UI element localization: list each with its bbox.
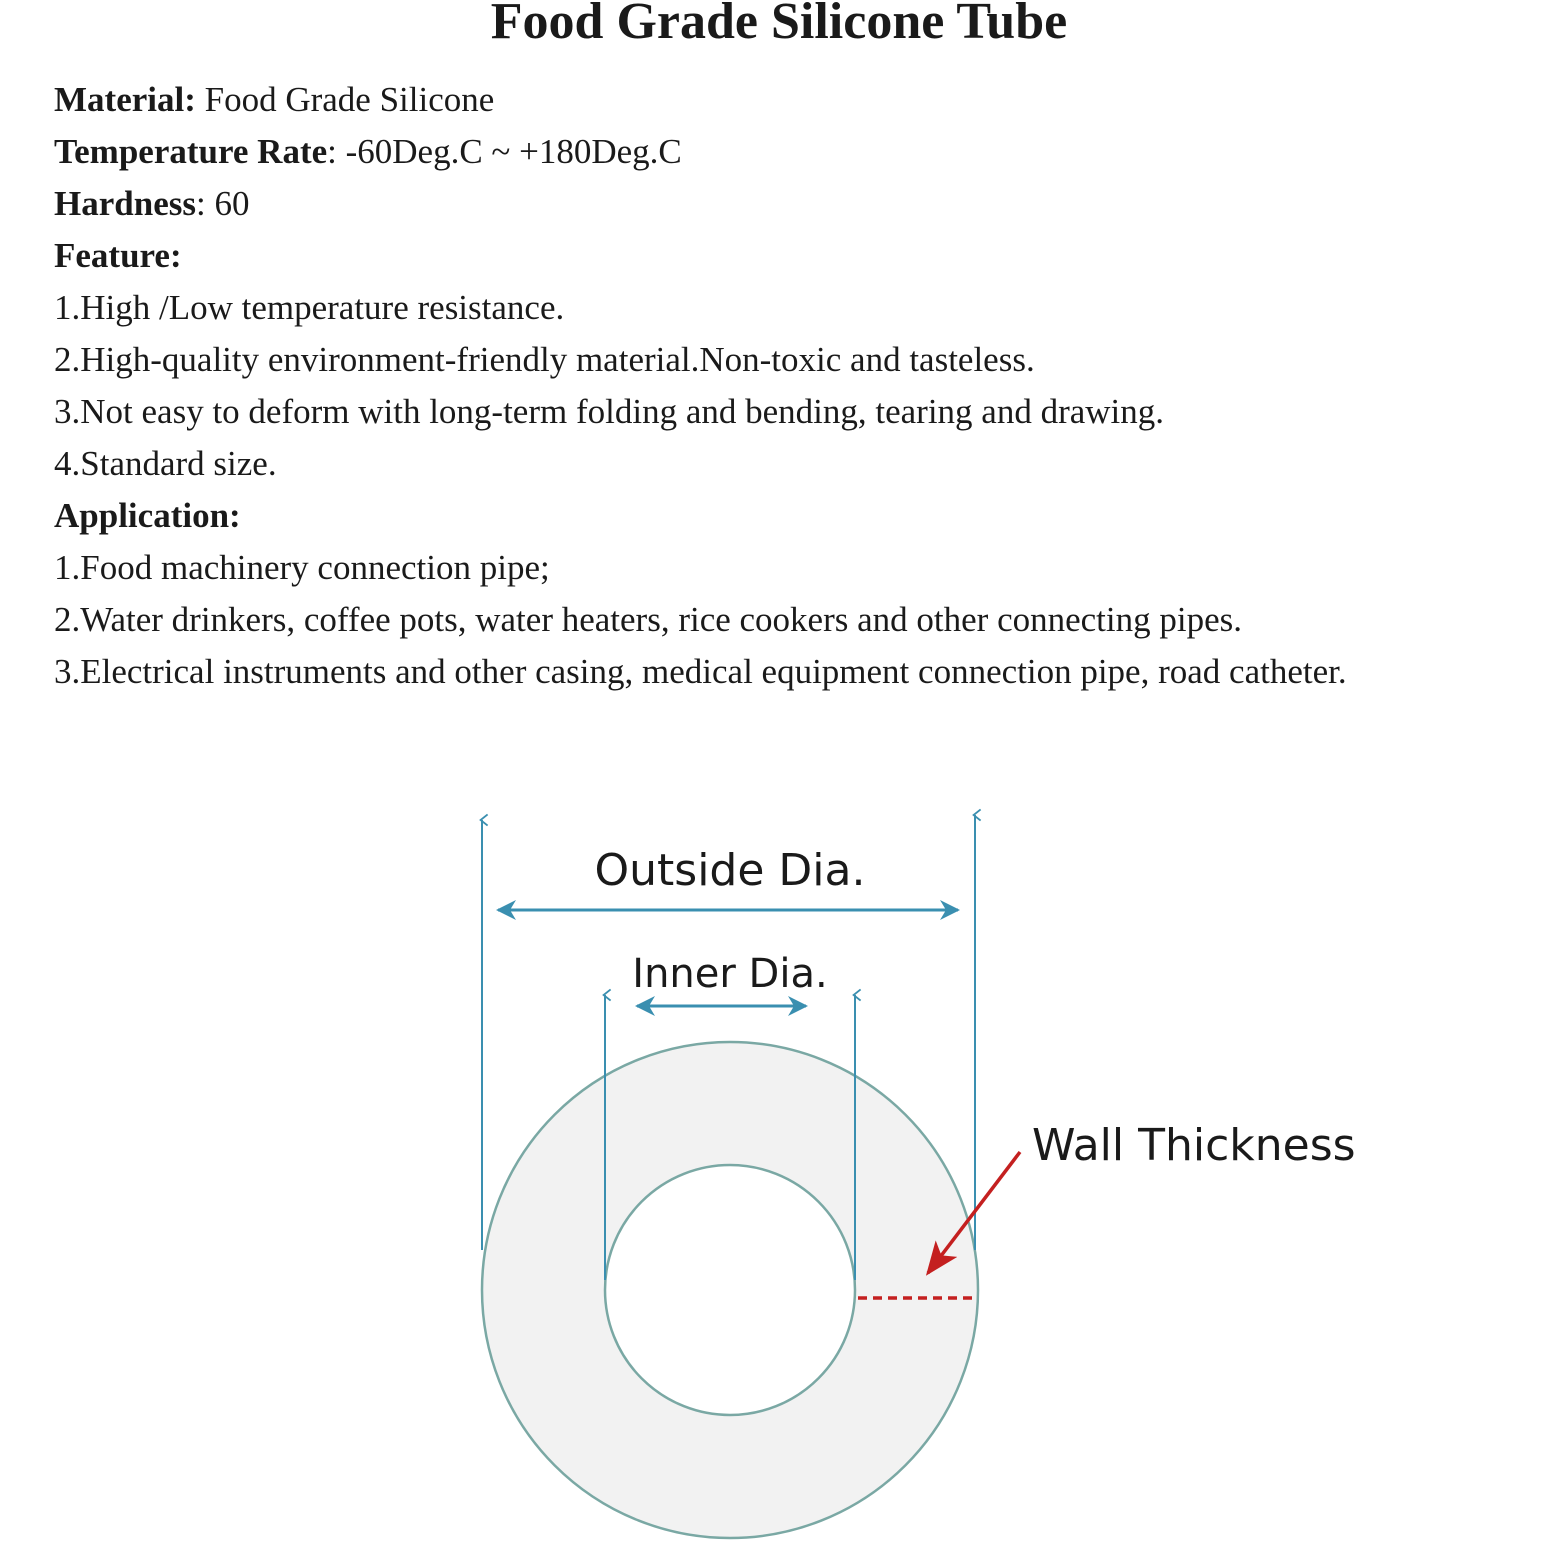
- hardness-value: : 60: [195, 184, 250, 223]
- application-item: 3.Electrical instruments and other casing, medical equipment connection pipe, road catheter.: [54, 652, 1347, 691]
- temperature-value: : -60Deg.C ~ +180Deg.C: [327, 132, 682, 171]
- inner-bore: [605, 1165, 855, 1415]
- wall-thickness-label: Wall Thickness: [1032, 1120, 1356, 1171]
- hardness-label: Hardness: [54, 184, 196, 223]
- feature-heading: Feature:: [54, 236, 182, 275]
- feature-item: 2.High-quality environment-friendly material.Non-toxic and tasteless.: [54, 340, 1035, 379]
- page-title: Food Grade Silicone Tube: [490, 0, 1068, 50]
- application-heading: Application:: [54, 496, 241, 535]
- outside-dia-label: Outside Dia.: [594, 845, 866, 896]
- application-item: 1.Food machinery connection pipe;: [54, 548, 550, 587]
- material-value: Food Grade Silicone: [195, 80, 495, 119]
- feature-item: 3.Not easy to deform with long-term folding and bending, tearing and drawing.: [54, 392, 1165, 431]
- temperature-label: Temperature Rate: [54, 132, 328, 171]
- inner-dia-label: Inner Dia.: [632, 951, 828, 997]
- material-label: Material:: [54, 80, 196, 119]
- feature-item: 4.Standard size.: [54, 444, 277, 483]
- application-item: 2.Water drinkers, coffee pots, water heaters, rice cookers and other connecting pipes.: [54, 600, 1243, 639]
- feature-item: 1.High /Low temperature resistance.: [54, 288, 565, 327]
